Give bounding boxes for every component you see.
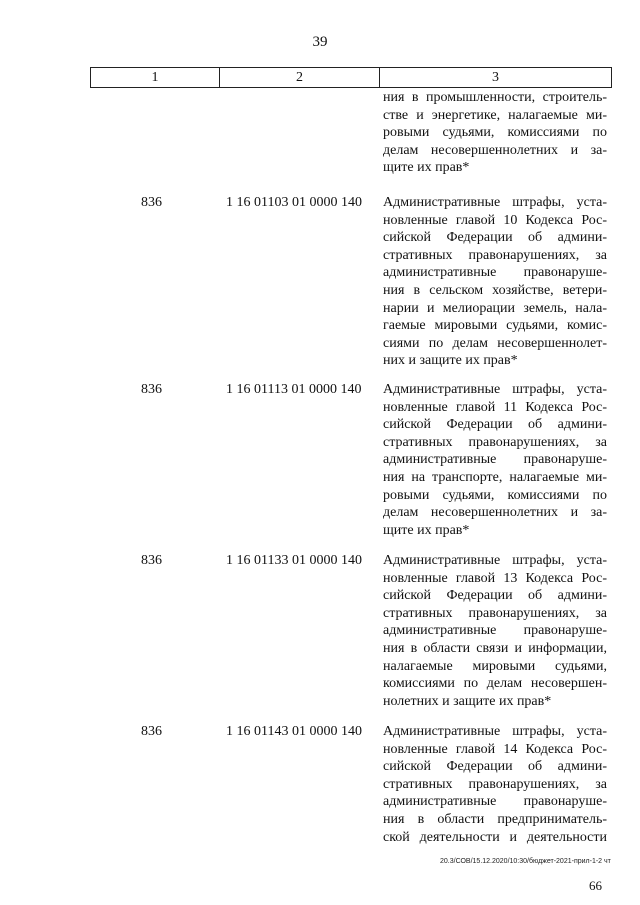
description-line: стративных правонарушениях, за	[383, 605, 607, 621]
description-line: административные правонаруше-	[383, 452, 607, 468]
description-line: Административные штрафы, уста-	[383, 553, 607, 568]
row-code: 836	[141, 553, 162, 568]
description-line: нолетних и защите их прав*	[383, 693, 552, 709]
description-line: Административные штрафы, уста-	[383, 382, 607, 397]
description-line: административные правонаруше-	[383, 265, 607, 281]
row-code: 836	[141, 195, 162, 210]
description-line: делам несовершеннолетних и за-	[383, 505, 607, 521]
description-line: стративных правонарушениях, за	[383, 247, 607, 263]
description-line: делам несовершеннолетних и за-	[383, 142, 607, 158]
row-code: 836	[141, 382, 162, 397]
description-line: них и защите их прав*	[383, 353, 518, 369]
table-header-col-2: 2	[220, 68, 380, 87]
description-line: новленные главой 10 Кодекса Рос-	[383, 212, 607, 228]
table-header-col-1: 1	[91, 68, 220, 87]
description-line: административные правонаруше-	[383, 623, 607, 639]
description-line: ровыми судьями, комиссиями по	[383, 487, 607, 503]
table-header-col-3: 3	[492, 70, 499, 85]
description-line: стве и энергетике, налагаемые ми-	[383, 107, 607, 123]
description-line: комиссиями по делам несовершен-	[383, 676, 607, 692]
page-number: 39	[312, 34, 328, 50]
row-code: 836	[141, 724, 162, 739]
description-line: сийской Федерации об админи-	[383, 417, 607, 433]
description-line: новленные главой 14 Кодекса Рос-	[383, 741, 607, 757]
description-line: Административные штрафы, уста-	[383, 724, 607, 739]
description-line: новленные главой 11 Кодекса Рос-	[383, 399, 607, 415]
description-line: административные правонаруше-	[383, 794, 607, 810]
description-line: Административные штрафы, уста-	[383, 195, 607, 210]
description-line: ния в промышленности, строитель-	[383, 90, 607, 105]
description-line: ния в сельском хозяйстве, ветери-	[383, 282, 607, 298]
row-kbk: 1 16 01103 01 0000 140	[226, 195, 362, 210]
description-line: стративных правонарушениях, за	[383, 434, 607, 450]
row-kbk: 1 16 01113 01 0000 140	[226, 382, 362, 397]
row-description	[383, 89, 607, 177]
row-description	[383, 194, 607, 370]
description-line: налагаемые мировыми судьями,	[383, 658, 607, 674]
description-line: гаемые мировыми судьями, комис-	[383, 318, 607, 334]
description-line: новленные главой 13 Кодекса Рос-	[383, 570, 607, 586]
description-line: сийской Федерации об админи-	[383, 588, 607, 604]
description-line: ровыми судьями, комиссиями по	[383, 125, 607, 141]
footer-sheet-number: 66	[589, 878, 602, 893]
table-header	[90, 67, 612, 88]
description-line: сийской Федерации об админи-	[383, 759, 607, 775]
row-description	[383, 381, 607, 539]
description-line: ской деятельности и деятельности	[383, 829, 607, 845]
description-line: ния в области предприниматель-	[383, 811, 607, 827]
description-line: нарии и мелиорации земель, нала-	[383, 300, 607, 316]
description-line: щите их прав*	[383, 160, 470, 176]
row-kbk: 1 16 01133 01 0000 140	[226, 553, 362, 568]
row-description	[383, 552, 607, 710]
row-kbk: 1 16 01143 01 0000 140	[226, 724, 362, 739]
description-line: сиями по делам несовершеннолет-	[383, 335, 607, 351]
description-line: ния в области связи и информации,	[383, 640, 607, 656]
description-line: стративных правонарушениях, за	[383, 776, 607, 792]
description-line: щите их прав*	[383, 522, 470, 538]
description-line: сийской Федерации об админи-	[383, 230, 607, 246]
description-line: ния на транспорте, налагаемые ми-	[383, 469, 607, 485]
row-description	[383, 723, 607, 846]
footer-doc-code: 20.3/СОВ/15.12.2020/10:30/бюджет-2021-прил-1-2 чт	[440, 858, 611, 865]
